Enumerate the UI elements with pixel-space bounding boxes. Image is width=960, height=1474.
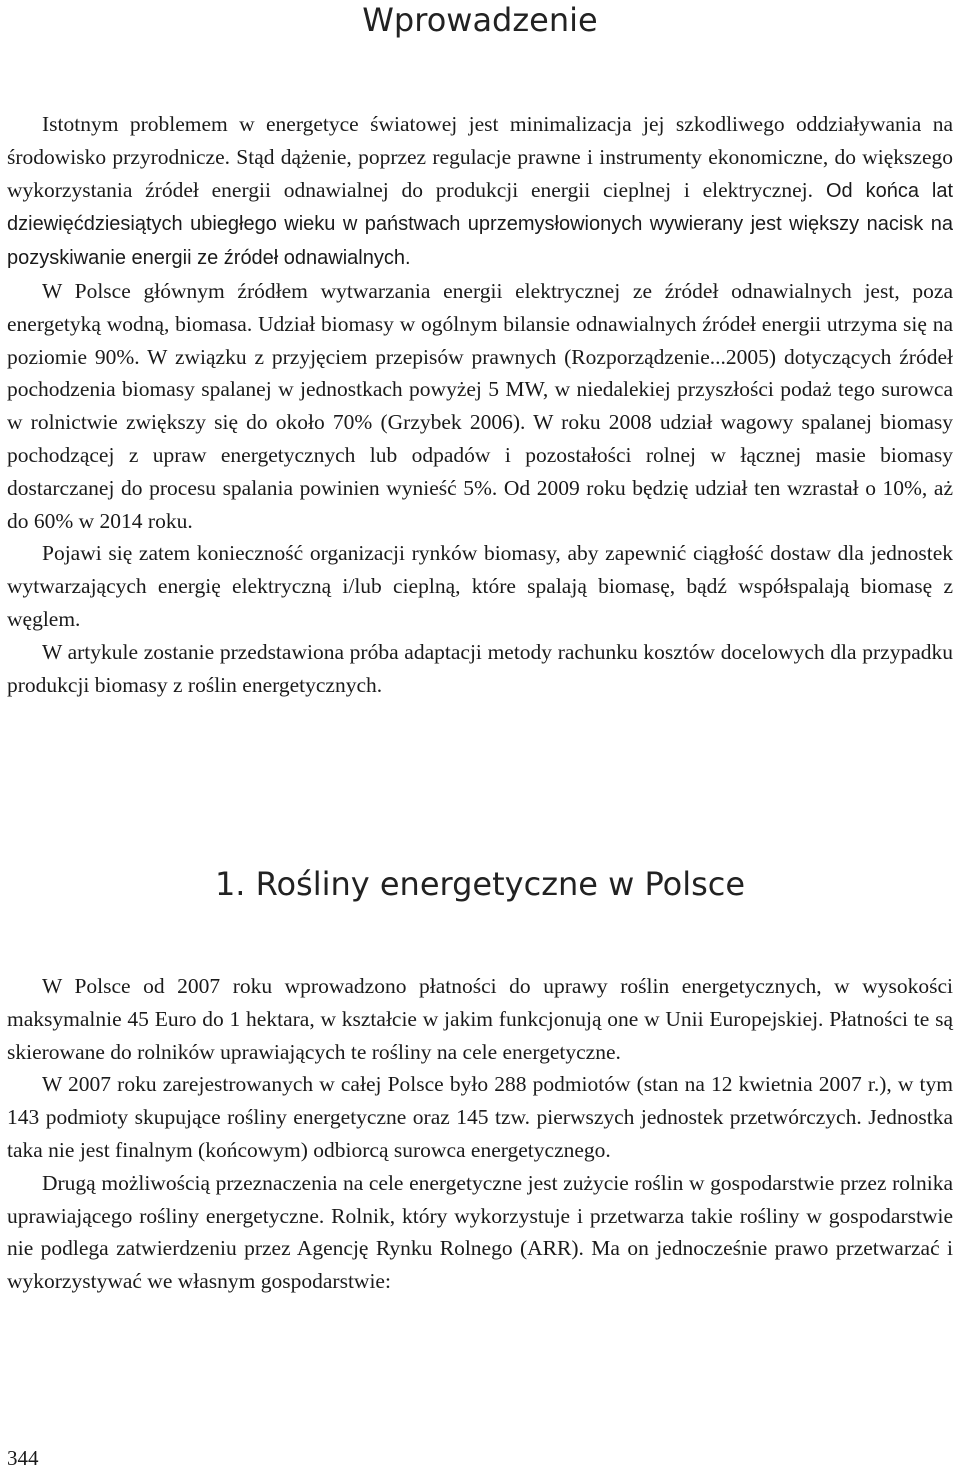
section-1-paragraph-3: Drugą możliwością przeznaczenia na cele energetyczne jest zużycie roślin w gospodarstwie przez rolnika uprawiającego rośliny energetyczne. Rolnik, który wykorzystuje i przetwarza takie rośliny w gospodarstwie nie podlega zatwierdzeniu przez Agencję Rynku Rolnego (ARR). Ma on jednocześnie prawo przetwarzać i wykorzystywać we własnym gospodarstwie: <box>7 1170 953 1294</box>
section-1-body <box>7 970 953 1298</box>
intro-paragraph-1-sans: Od końca lat dziewięćdziesiątych ubiegłego wieku w państwach uprzemysłowionych wywierany jest większy nacisk na pozyskiwanie energii ze źródeł odnawialnych. <box>7 179 954 270</box>
page-number: 344 <box>7 1446 39 1470</box>
section-1-paragraph-1: W Polsce od 2007 roku wprowadzono płatności do uprawy roślin energetycznych, w wysokości maksymalnie 45 Euro do 1 hektara, w kształcie w jakim funkcjonują one w Unii Europejskiej. Płatności te są skierowane do rolników uprawiających te rośliny na cele energetyczne. <box>7 974 953 1064</box>
intro-heading: Wprowadzenie <box>362 1 598 39</box>
intro-paragraph-3: Pojawi się zatem konieczność organizacji rynków biomasy, aby zapewnić ciągłość dostaw dla jednostek wytwarzających energię elektryczną i/lub cieplną, które spalają biomasę, bądź współspalają biomasę z węglem. <box>7 541 953 631</box>
intro-paragraph-4: W artykule zostanie przedstawiona próba adaptacji metody rachunku kosztów docelowych dla przypadku produkcji biomasy z roślin energetycznych. <box>7 639 953 697</box>
intro-paragraph-1 <box>7 108 953 275</box>
intro-paragraph-1-serif: Istotnym problemem w energetyce światowej jest minimalizacja jej szkodliwego oddziaływania na środowisko przyrodnicze. Stąd dążenie, poprzez regulacje prawne i instrumenty ekonomiczne, do większego wykorzystania źródeł energii odnawialnej do produkcji energii cieplnej i elektrycznej. <box>7 112 953 202</box>
section-1-heading: 1. Rośliny energetyczne w Polsce <box>214 865 746 903</box>
section-1-paragraph-2: W 2007 roku zarejestrowanych w całej Polsce było 288 podmiotów (stan na 12 kwietnia 2007 r.), w tym 143 podmioty skupujące rośliny energetyczne oraz 145 tzw. pierwszych jednostek przetwórczych. Jednostka taka nie jest finalnym (końcowym) odbiorcą surowca energetycznego. <box>7 1072 953 1162</box>
intro-paragraph-2: W Polsce głównym źródłem wytwarzania energii elektrycznej ze źródeł odnawialnych jest, poza energetyką wodną, biomasa. Udział biomasy w ogólnym bilansie odnawialnych źródeł energii utrzyma się na poziomie 90%. W związku z przyjęciem przepisów prawnych (Rozporządzenie...2005) dotyczących źródeł pochodzenia biomasy spalanej w jednostkach powyżej 5 MW, w niedalekiej przyszłości podaż tego surowca w rolnictwie zwiększy się do około 70% (Grzybek 2006). W roku 2008 udział wagowy spalanej biomasy pochodzącej z upraw energetycznych lub odpadów i pozostałości rolnej w łącznej masie biomasy dostarczanej do procesu spalania powinien wynieść 5%. Od 2009 roku będzię udział ten wzrastał o 10%, aż do 60% w 2014 roku. <box>7 278 953 533</box>
intro-body <box>7 108 953 701</box>
